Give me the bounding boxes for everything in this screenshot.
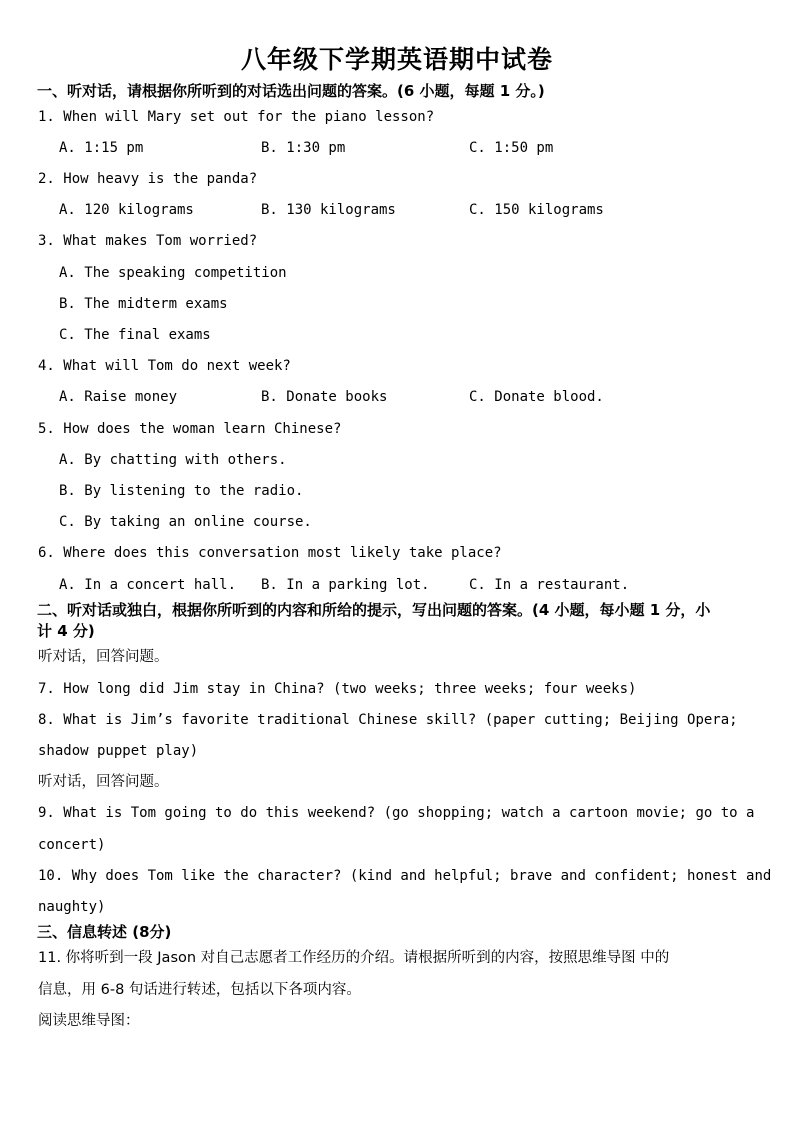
section-2-instruction-b: 听对话，回答问题。	[38, 774, 169, 790]
section-2-instruction-a: 听对话，回答问题。	[38, 649, 169, 665]
question-8-line1: 8. What is Jim’s favorite traditional Chinese skill? (paper cutting; Beijing Opera;	[38, 712, 738, 728]
section-2-heading-line2: 计 4 分)	[37, 622, 95, 640]
section-2-heading-line1: 二、听对话或独白，根据你所听到的内容和所给的提示，写出问题的答案。(4 小题，每小题 1 分，小	[37, 601, 711, 619]
question-11-line1: 11. 你将听到一段 Jason 对自己志愿者工作经历的介绍。请根据所听到的内容，按照思维导图 中的	[38, 950, 670, 966]
q4-option-c: C. Donate blood.	[469, 389, 604, 405]
section-3-instruction: 阅读思维导图：	[38, 1013, 140, 1029]
question-4: 4. What will Tom do next week?	[38, 358, 291, 374]
question-10-line1: 10. Why does Tom like the character? (kind and helpful; brave and confident; honest and	[38, 868, 772, 884]
question-5: 5. How does the woman learn Chinese?	[38, 421, 342, 437]
question-3: 3. What makes Tom worried?	[38, 233, 258, 249]
q3-option-a: A. The speaking competition	[59, 265, 287, 281]
q5-option-c: C. By taking an online course.	[59, 514, 312, 530]
q2-option-c: C. 150 kilograms	[469, 202, 604, 218]
q6-option-c: C. In a restaurant.	[469, 577, 630, 593]
q3-option-c: C. The final exams	[59, 327, 211, 343]
q1-option-b: B. 1:30 pm	[261, 140, 346, 156]
q1-option-c: C. 1:50 pm	[469, 140, 554, 156]
q2-option-a: A. 120 kilograms	[59, 202, 194, 218]
q1-option-a: A. 1:15 pm	[59, 140, 144, 156]
question-10-line2: naughty)	[38, 899, 106, 915]
question-9-line2: concert)	[38, 837, 106, 853]
page-title: 八年级下学期英语期中试卷	[240, 45, 553, 74]
section-3-heading: 三、信息转述 (8分)	[37, 923, 172, 941]
q5-option-b: B. By listening to the radio.	[59, 483, 304, 499]
question-9-line1: 9. What is Tom going to do this weekend? (go shopping; watch a cartoon movie; go to a	[38, 805, 755, 821]
question-8-line2: shadow puppet play)	[38, 743, 199, 759]
question-2: 2. How heavy is the panda?	[38, 171, 258, 187]
q4-option-a: A. Raise money	[59, 389, 178, 405]
q3-option-b: B. The midterm exams	[59, 296, 228, 312]
section-1-heading: 一、听对话，请根据你所听到的对话选出问题的答案。(6 小题，每题 1 分。)	[37, 82, 545, 100]
q5-option-a: A. By chatting with others.	[59, 452, 287, 468]
q2-option-b: B. 130 kilograms	[261, 202, 396, 218]
q4-option-b: B. Donate books	[261, 389, 388, 405]
question-6: 6. Where does this conversation most likely take place?	[38, 545, 502, 561]
question-1: 1. When will Mary set out for the piano lesson?	[38, 109, 435, 125]
question-11-line2: 信息，用 6-8 句话进行转述，包括以下各项内容。	[38, 982, 361, 998]
q6-option-b: B. In a parking lot.	[261, 577, 430, 593]
q6-option-a: A. In a concert hall.	[59, 577, 237, 593]
question-7: 7. How long did Jim stay in China? (two weeks; three weeks; four weeks)	[38, 681, 637, 697]
